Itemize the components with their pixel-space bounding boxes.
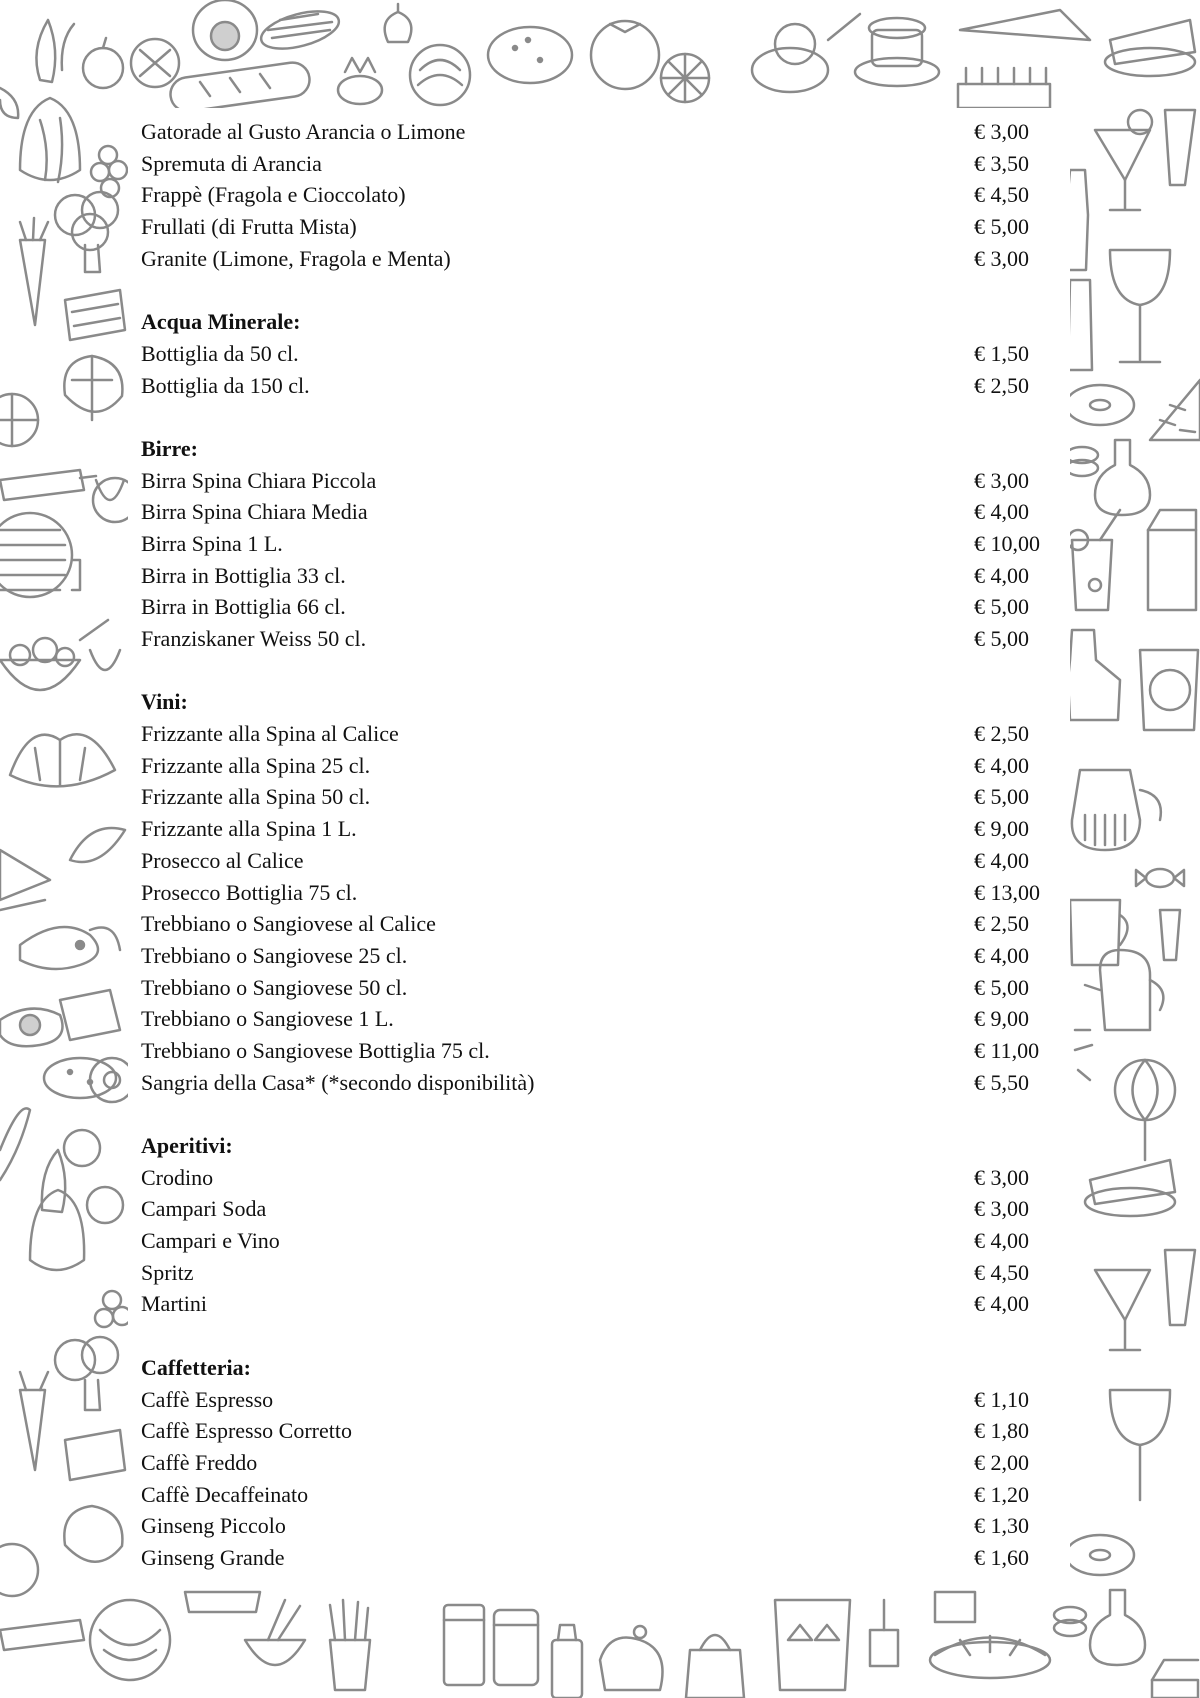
item-name: Birra in Bottiglia 66 cl.: [141, 594, 346, 620]
macaron-icon: [1054, 1607, 1086, 1636]
item-price: € 13,00: [974, 879, 1040, 905]
jar-icon: [444, 1605, 538, 1685]
item-name: Prosecco al Calice: [141, 847, 304, 873]
chili-icon: [0, 1108, 65, 1212]
item-name: Birra Spina Chiara Piccola: [141, 467, 377, 493]
menu-item: [141, 1257, 1051, 1289]
egg-icon: [0, 990, 120, 1046]
item-name: Caffè Decaffeinato: [141, 1481, 309, 1507]
item-price: € 2,00: [974, 1449, 1029, 1475]
noodle-bowl-icon: [245, 1600, 305, 1665]
item-name: Campari Soda: [141, 1196, 267, 1222]
item-price: € 1,20: [974, 1481, 1029, 1507]
section-heading-aperitivi: Aperitivi:: [141, 1133, 233, 1158]
item-price: € 4,50: [974, 182, 1029, 208]
item-name: Bottiglia da 50 cl.: [141, 340, 299, 366]
cake-slice-icon: [1105, 20, 1195, 76]
menu-item: [141, 1225, 1051, 1257]
menu-item: [141, 1035, 1051, 1067]
wine-glass-icon: [1110, 250, 1170, 1500]
menu-item: [141, 116, 1051, 148]
section-heading-caffetteria: Caffetteria:: [141, 1354, 251, 1380]
milk-carton-icon: [1148, 510, 1196, 610]
lollipop-icon: [1115, 1060, 1175, 1160]
item-price: € 2,50: [974, 721, 1029, 747]
menu-item: [141, 940, 1051, 972]
liqueur-bottle-icon: [1095, 440, 1150, 515]
menu-item: [141, 591, 1051, 623]
teapot-icon: [1085, 950, 1163, 1030]
apple-icon: [83, 38, 179, 88]
nut-pile-icon: [1150, 380, 1200, 440]
item-price: € 5,00: [974, 626, 1029, 651]
menu-item: [141, 148, 1051, 180]
item-price: € 3,00: [974, 467, 1029, 493]
item-price: € 4,00: [974, 499, 1029, 525]
item-price: € 3,50: [974, 150, 1029, 176]
menu-item: [141, 1003, 1051, 1035]
menu-item: [141, 972, 1051, 1004]
item-price: € 2,50: [974, 911, 1029, 937]
menu-item: [141, 908, 1051, 940]
item-price: € 3,00: [974, 1164, 1029, 1190]
section-spacer: [141, 274, 1051, 306]
menu-item: [141, 813, 1051, 845]
item-price: € 1,60: [974, 1544, 1029, 1570]
menu-item: [141, 1288, 1051, 1320]
item-price: € 4,50: [974, 1259, 1029, 1285]
menu-item: [141, 623, 1051, 655]
section-heading-vini: Vini:: [141, 689, 188, 715]
section-spacer: [141, 1098, 1051, 1130]
item-price: € 1,80: [974, 1418, 1029, 1444]
menu-item: [141, 465, 1051, 497]
item-price: € 10,00: [974, 530, 1040, 556]
item-name: Trebbiano o Sangiovese 50 cl.: [141, 974, 408, 1000]
item-name: Granite (Limone, Fragola e Menta): [141, 245, 451, 271]
liqueur-bottle-icon: [1090, 1590, 1145, 1665]
menu-item: [141, 528, 1051, 560]
item-price: € 5,00: [974, 784, 1029, 810]
section-spacer: [141, 401, 1051, 433]
menu-item: [141, 243, 1051, 275]
menu-item: [141, 1479, 1051, 1511]
sandwich-icon: [0, 850, 50, 910]
item-name: Frizzante alla Spina 50 cl.: [141, 784, 371, 810]
fries-icon: [330, 1600, 370, 1690]
item-name: Birra Spina Chiara Media: [141, 499, 368, 525]
item-price: € 4,00: [974, 1228, 1029, 1254]
section-spacer: [141, 655, 1051, 687]
menu-item: [141, 179, 1051, 211]
chili-icon: [36, 20, 74, 82]
sprinkles-icon: [1075, 1030, 1092, 1080]
item-name: Ginseng Grande: [141, 1544, 285, 1570]
item-name: Frizzante alla Spina 1 L.: [141, 816, 357, 842]
item-name: Caffè Espresso: [141, 1386, 274, 1412]
grill-icon: [0, 513, 80, 597]
menu-item: [141, 1384, 1051, 1416]
menu-item: [141, 877, 1051, 909]
menu-item: [141, 845, 1051, 877]
drinks-menu: [141, 116, 1051, 1574]
lemon-slice-icon: [661, 54, 709, 102]
teapot-icon: [600, 1626, 663, 1690]
section-spacer: [141, 1320, 1051, 1352]
item-name: Frullati (di Frutta Mista): [141, 214, 357, 240]
item-name: Trebbiano o Sangiovese 1 L.: [141, 1006, 394, 1032]
menu-item: [141, 1510, 1051, 1542]
item-name: Crodino: [141, 1164, 214, 1190]
item-name: Martini: [141, 1291, 207, 1317]
artichoke-icon: [410, 45, 470, 105]
item-name: Birra Spina 1 L.: [141, 530, 283, 556]
item-name: Spremuta di Arancia: [141, 150, 322, 176]
item-price: € 3,00: [974, 245, 1029, 271]
item-name: Frizzante alla Spina al Calice: [141, 721, 399, 747]
leaf-icon: [0, 88, 18, 118]
ice-cream-icon: [752, 14, 860, 92]
avocado-icon: [193, 0, 257, 60]
broccoli-icon: [55, 192, 118, 1410]
salad-bowl-icon: [0, 620, 120, 690]
milk-carton-icon: [1152, 1660, 1198, 1698]
item-name: Trebbiano o Sangiovese al Calice: [141, 911, 436, 937]
menu-item: [141, 1415, 1051, 1447]
item-name: Frizzante alla Spina 25 cl.: [141, 752, 371, 778]
menu-item: [141, 1162, 1051, 1194]
menu-item: [141, 211, 1051, 243]
coffee-pot-icon: [1072, 770, 1161, 850]
item-name: Sangria della Casa* (*secondo disponibilità): [141, 1069, 535, 1095]
section-heading-birre: Birre:: [141, 435, 199, 461]
item-name: Birra in Bottiglia 33 cl.: [141, 562, 346, 588]
item-name: Frappè (Fragola e Cioccolato): [141, 182, 406, 208]
garlic-icon: [385, 4, 412, 42]
glass-with-straw-icon: [1068, 510, 1120, 610]
section-heading-acqua-minerale: Acqua Minerale:: [141, 309, 301, 335]
item-name: Trebbiano o Sangiovese 25 cl.: [141, 942, 408, 968]
item-name: Franziskaner Weiss 50 cl.: [141, 626, 367, 651]
menu-item: [141, 1542, 1051, 1574]
item-price: € 5,00: [974, 974, 1029, 1000]
baking-dish-icon: [185, 1592, 260, 1612]
menu-item: [141, 781, 1051, 813]
cake-slice-icon: [1085, 1160, 1175, 1216]
item-price: € 3,00: [974, 1196, 1029, 1222]
menu-item: [141, 750, 1051, 782]
pie-icon: [930, 1636, 1050, 1678]
tomato-icon: [591, 21, 659, 89]
item-price: € 9,00: [974, 1006, 1029, 1032]
menu-item: [141, 560, 1051, 592]
candy-icon: [1136, 869, 1184, 960]
item-price: € 1,50: [974, 340, 1029, 366]
bread-loaf-icon: [168, 60, 311, 113]
croissant-icon: [10, 734, 125, 862]
item-price: € 4,00: [974, 752, 1029, 778]
item-name: Caffè Espresso Corretto: [141, 1418, 352, 1444]
menu-item: [141, 1067, 1051, 1099]
item-name: Spritz: [141, 1259, 194, 1285]
baby-bottle-icon: [552, 1625, 582, 1698]
pineapple-icon: [338, 58, 382, 104]
onion-icon: [20, 98, 84, 1270]
item-name: Ginseng Piccolo: [141, 1513, 286, 1539]
corn-icon: [257, 4, 343, 56]
apple-icon: [64, 1130, 123, 1223]
cupcake-icon: [855, 18, 939, 86]
item-price: € 4,00: [974, 1291, 1029, 1317]
menu-item: [141, 1193, 1051, 1225]
item-price: € 4,00: [974, 562, 1029, 588]
menu-item: [141, 718, 1051, 750]
mug-icon: [775, 1600, 850, 1690]
potato-icon: [488, 27, 572, 83]
tea-bag-icon: [870, 1600, 898, 1666]
item-price: € 5,50: [974, 1069, 1029, 1095]
item-price: € 4,00: [974, 942, 1029, 968]
item-name: Gatorade al Gusto Arancia o Limone: [141, 119, 466, 144]
bottle-icon: [1066, 170, 1120, 720]
item-name: Campari e Vino: [141, 1228, 280, 1254]
item-name: Bottiglia da 150 cl.: [141, 372, 310, 398]
menu-item: [141, 1447, 1051, 1479]
item-price: € 9,00: [974, 816, 1029, 842]
item-price: € 5,00: [974, 594, 1029, 620]
item-price: € 1,30: [974, 1513, 1029, 1539]
birthday-cake-icon: [958, 10, 1090, 108]
menu-item: [141, 370, 1051, 402]
kettle-icon: [686, 1635, 744, 1698]
macaron-icon: [1066, 447, 1098, 476]
menu-item: [141, 496, 1051, 528]
item-name: Caffè Freddo: [141, 1449, 258, 1475]
item-price: € 3,00: [974, 119, 1029, 144]
sausage-icon: [20, 927, 120, 969]
item-price: € 11,00: [974, 1037, 1040, 1063]
item-price: € 5,00: [974, 214, 1029, 240]
bag-icon: [935, 1592, 975, 1622]
item-price: € 2,50: [974, 372, 1029, 398]
item-name: Prosecco Bottiglia 75 cl.: [141, 879, 358, 905]
item-name: Trebbiano o Sangiovese Bottiglia 75 cl.: [141, 1037, 490, 1063]
item-price: € 1,10: [974, 1386, 1029, 1412]
bacon-icon: [65, 290, 125, 1480]
menu-item: [141, 338, 1051, 370]
item-price: € 4,00: [974, 847, 1029, 873]
